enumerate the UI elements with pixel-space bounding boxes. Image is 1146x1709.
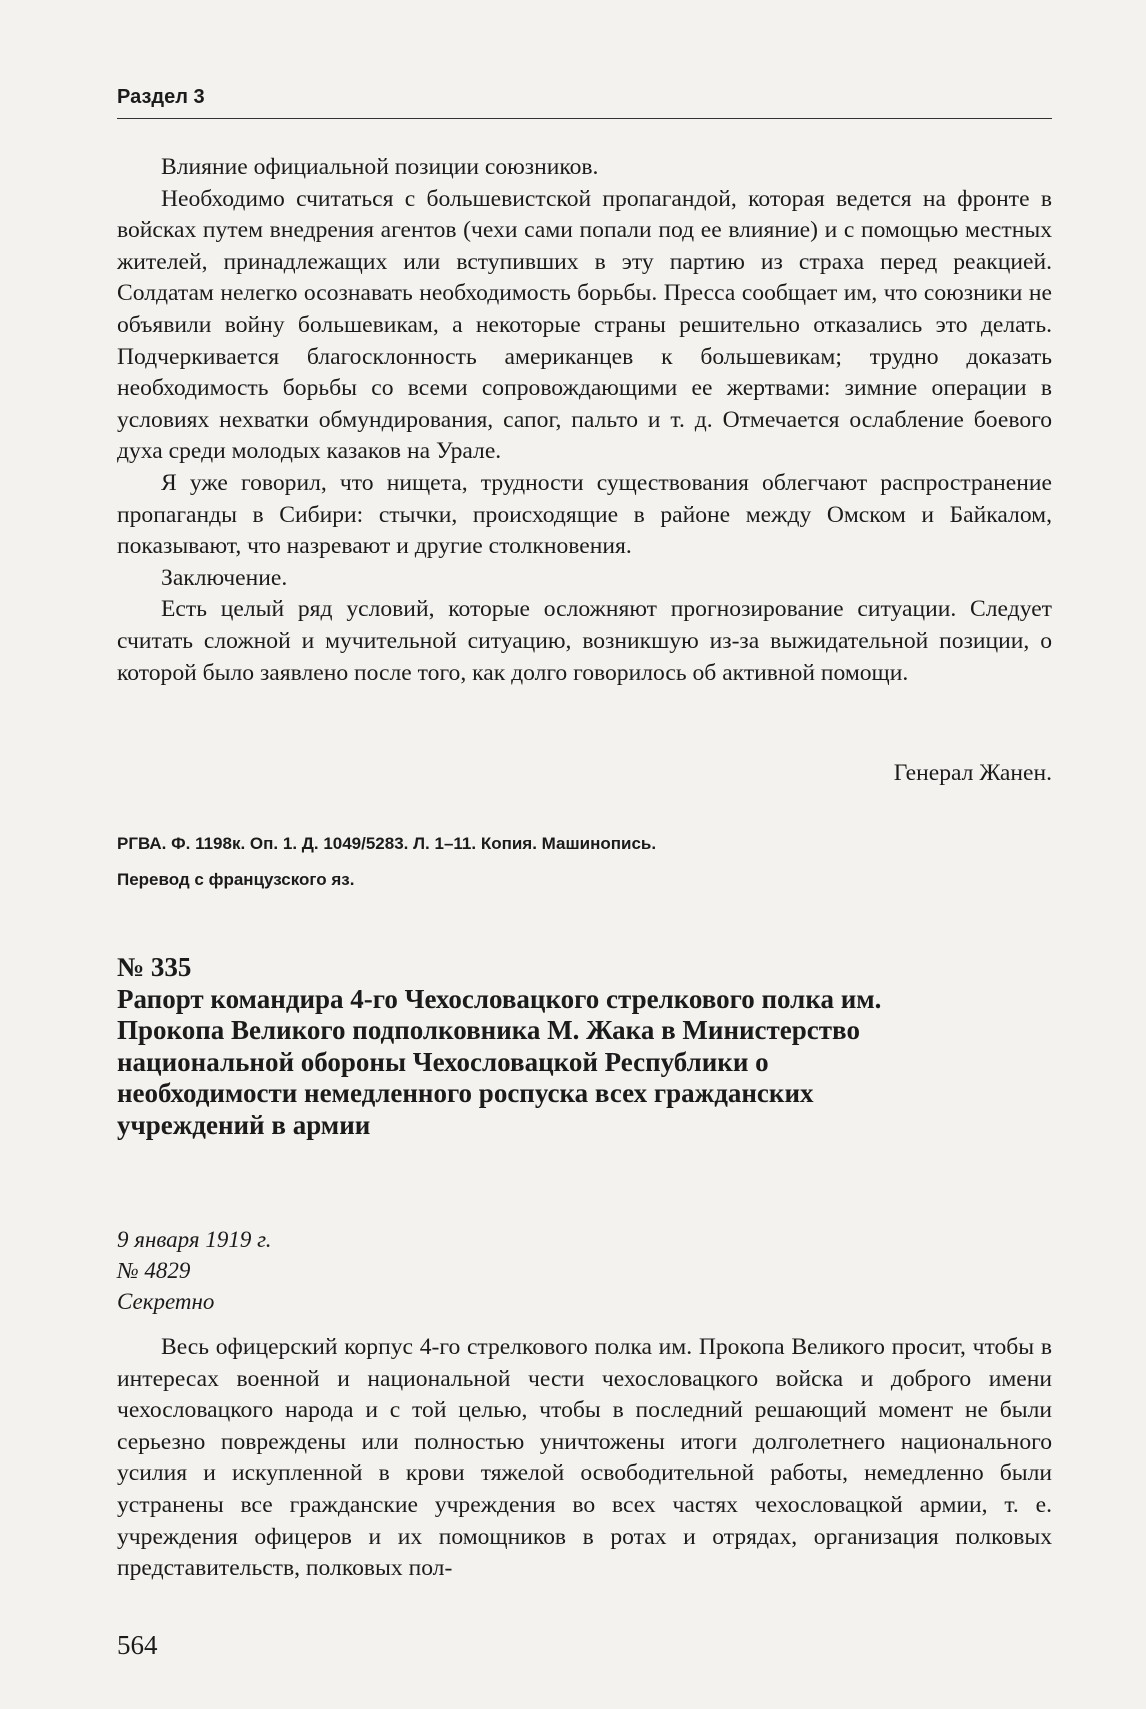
paragraph: Необходимо считаться с большевистской пропагандой, которая ведется на фронте в войсках путем внедрения агентов (чехи сами попали под ее влияние) и с помощью местных жителей, принадлежащих или вступивших в эту партию из страха перед реакцией. Солдатам нелегко осознавать необходимость борьбы. Пресса сообщает им, что союзники не объявили войну большевикам, а некоторые страны решительно отказались это делать. Подчеркивается благосклонность американцев к большевикам; трудно доказать необходимость борьбы со всеми сопровождающими ее жертвами: зимние операции в условиях нехватки обмундирования, сапог, пальто и т. д. Отмечается ослабление боевого духа среди молодых казаков на Урале. xyxy=(117,185,1052,465)
document-title: Рапорт командира 4-го Чехословацкого стрелкового полка им. Прокопа Великого подполковника М. Жака в Министерство национальной обороны Чехословацкой Республики о необходимости немедленного роспуска всех гражданских учреждений в армии xyxy=(117,983,882,1140)
document-ref-number: № 4829 xyxy=(117,1258,191,1283)
document-date: 9 января 1919 г. xyxy=(117,1227,272,1252)
document-number: № 335 xyxy=(117,952,192,982)
paragraph: Есть целый ряд условий, которые осложняют прогнозирование ситуации. Следует считать сложной и мучительной ситуацию, возникшую из-за выжидательной позиции, о которой было заявлено после того, как долго говорилось об активной помощи. xyxy=(117,596,1052,686)
translation-note: Перевод с французского яз. xyxy=(117,870,355,889)
section-header: Раздел 3 xyxy=(117,86,205,108)
page-number: 564 xyxy=(117,1630,158,1660)
document-heading xyxy=(117,952,1052,1141)
paragraph: Заключение. xyxy=(161,564,288,591)
signature: Генерал Жанен. xyxy=(893,760,1052,786)
archive-reference: РГВА. Ф. 1198к. Оп. 1. Д. 1049/5283. Л. 1–11. Копия. Машинопись. xyxy=(117,834,657,853)
classification: Секретно xyxy=(117,1289,215,1314)
document-meta xyxy=(117,1224,272,1317)
body-top xyxy=(117,152,1052,689)
header-rule xyxy=(117,118,1052,119)
paragraph: Влияние официальной позиции союзников. xyxy=(161,154,599,180)
paragraph: Я уже говорил, что нищета, трудности существования облегчают распространение пропаганды в Сибири: стычки, происходящие в районе между Омском и Байкалом, показывают, что назревают и другие столкновения. xyxy=(117,469,1052,560)
document-body xyxy=(117,1332,1052,1585)
paragraph: Весь офицерский корпус 4-го стрелкового полка им. Прокопа Великого просит, чтобы в интересах военной и национальной чести чехословацкого войска и доброго имени чехословацкого народа и с той целью, чтобы в последний решающий момент не были серьезно повреждены или полностью уничтожены итоги долголетнего национального усилия и искупленной в крови тяжелой освободительной работы, немедленно были устранены все гражданские учреждения во всех частях чехословацкой армии, т. е. учреждения офицеров и их помощников в ротах и отрядах, организация полковых представительств, полковых пол- xyxy=(117,1334,1052,1582)
